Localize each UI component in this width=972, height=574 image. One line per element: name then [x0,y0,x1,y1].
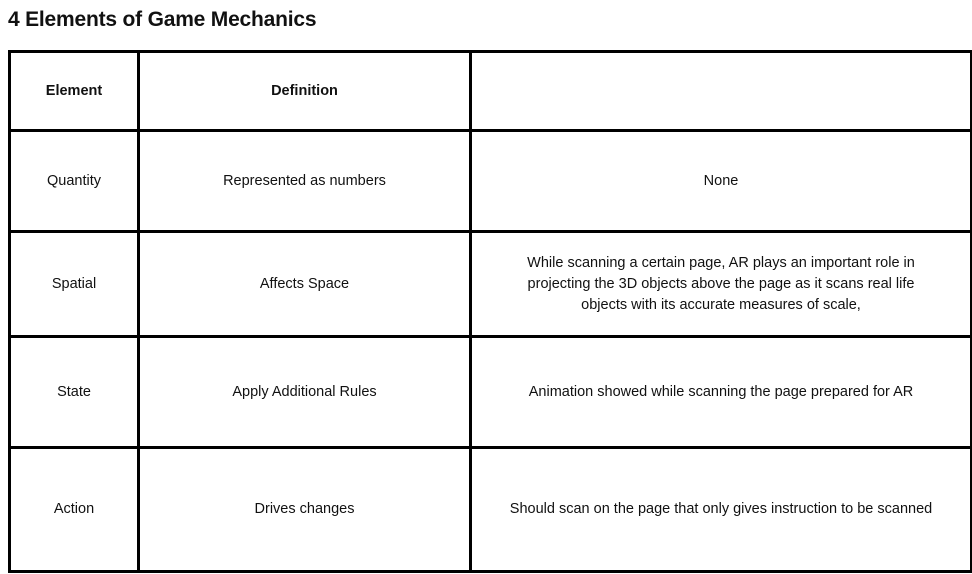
cell-definition: Apply Additional Rules [139,337,471,448]
cell-element: State [10,337,139,448]
cell-definition: Drives changes [139,448,471,572]
page-title: 4 Elements of Game Mechanics [8,8,317,31]
cell-description: While scanning a certain page, AR plays an important role in projecting the 3D objects above the page as it scans real life objects with its accurate measures of scale, [471,232,972,337]
cell-element: Quantity [10,131,139,232]
header-description [471,52,972,131]
table-row [10,448,972,572]
cell-element: Action [10,448,139,572]
table-header-row [10,52,972,131]
table-row [10,232,972,337]
table-row [10,131,972,232]
header-element: Element [10,52,139,131]
table-row [10,337,972,448]
header-definition: Definition [139,52,471,131]
cell-element: Spatial [10,232,139,337]
cell-definition: Represented as numbers [139,131,471,232]
cell-description: Animation showed while scanning the page prepared for AR [471,337,972,448]
cell-definition: Affects Space [139,232,471,337]
cell-description: None [471,131,972,232]
mechanics-table [8,50,972,573]
cell-description: Should scan on the page that only gives instruction to be scanned [471,448,972,572]
